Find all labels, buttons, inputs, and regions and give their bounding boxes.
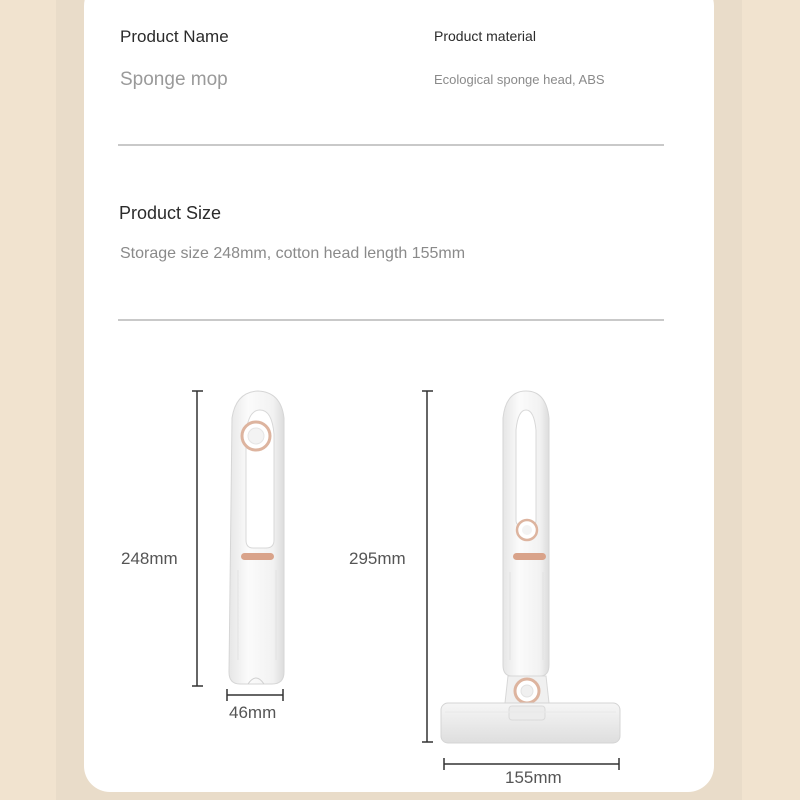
unfolded-height-line (422, 391, 433, 742)
unfolded-mop (441, 391, 620, 743)
material-label: Product material (434, 28, 536, 44)
product-name-value: Sponge mop (120, 69, 228, 90)
product-name-label: Product Name (120, 27, 229, 46)
product-size-value: Storage size 248mm, cotton head length 155mm (120, 245, 466, 262)
folded-height-label: 248mm (121, 549, 178, 568)
material-value: Ecological sponge head, ABS (434, 72, 605, 87)
product-size-label: Product Size (119, 203, 222, 223)
head-length-label: 155mm (505, 768, 562, 787)
folded-width-line (227, 689, 283, 701)
unfolded-height-label: 295mm (349, 549, 406, 568)
folded-width-label: 46mm (229, 703, 277, 722)
folded-height-line (192, 391, 203, 686)
folded-mop (229, 391, 284, 684)
